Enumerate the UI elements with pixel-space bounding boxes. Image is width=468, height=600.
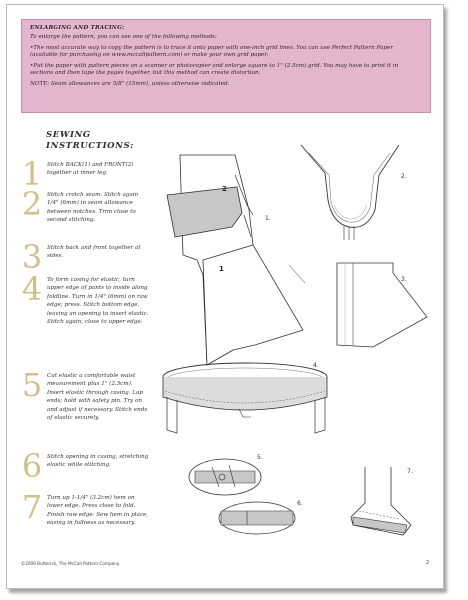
pattern-page <box>6 4 444 589</box>
banner-method-2: •Put the paper with pattern pieces on a scanner or photocopier and enlarge square to 1" (2.5cm) grid. You may have to print it in sections and then tape the pages together, but this method can create distortion. <box>30 63 399 76</box>
figure-4-label: 4. <box>313 362 319 369</box>
figure-1-pants-pieces <box>167 155 305 365</box>
back-leg <box>203 245 303 365</box>
sewing-instructions <box>21 130 156 152</box>
step-text: Stitch back and front together at sides. <box>47 245 141 260</box>
step-number: 5 <box>21 366 43 404</box>
banner-method-1: •The most accurate way to copy the pattern is to trace it onto paper with one-inch grid lines. You can use Perfect Pattern Paper (available for purchasing on www.mccallpattern.com) or make your own grid paper. <box>30 45 393 58</box>
piece-label-2: 2 <box>222 185 227 193</box>
step-text: Turn up 1-1/4" (3.2cm) hem on lower edge. Press close to fold. Finish raw edge. Sew hem in place, easing in fullness as necessary. <box>47 495 149 527</box>
figure-7-label: 7. <box>407 468 413 475</box>
figure-6-label: 6. <box>297 500 303 507</box>
figure-5-elastic <box>189 459 261 495</box>
figure-2-label: 2. <box>401 173 407 180</box>
figure-1-label: 1. <box>265 215 271 222</box>
figure-5-label: 5. <box>257 454 263 461</box>
step-number: 1 <box>21 155 43 193</box>
step-number: 7 <box>21 488 43 526</box>
step-number: 3 <box>21 238 43 276</box>
step-text: Stitch crotch seam. Stitch again 1/4" (6mm) in seam allowance between notches. Trim close to second stitching. <box>47 192 139 224</box>
page-number: 2 <box>426 560 430 566</box>
figure-7-hem <box>351 467 411 535</box>
banner-note: NOTE: Seam allowances are 5/8" (15mm), unless otherwise indicated. <box>30 81 230 87</box>
step-number: 6 <box>21 447 43 485</box>
copyright: ©2009 Butterick, The McCall Pattern Company. <box>21 561 121 566</box>
figure-3-label: 3. <box>401 276 407 283</box>
step-number: 4 <box>21 270 43 308</box>
banner-intro: To enlarge the pattern, you can use one of the following methods: <box>30 34 217 40</box>
step-number: 2 <box>21 185 43 223</box>
step-text: Cut elastic a comfortable waist measurement plus 1" (2.5cm). Insert elastic through casing. Lap ends; hold with safety pin. Try on and adjust if necessary. Stitch ends of elastic securely. <box>47 373 148 422</box>
sewing-title-line-2: INSTRUCTIONS: <box>46 141 135 151</box>
figure-6-opening <box>219 502 295 534</box>
figure-2-crotch-seam <box>301 145 399 240</box>
step-text: Stitch BACK(1) and FRONT(2) together at inner leg. <box>47 162 134 177</box>
figure-3-sides <box>337 263 427 347</box>
banner-title: ENLARGING AND TRACING: <box>30 25 125 31</box>
step-text: To form casing for elastic, turn upper edge of pants to inside along foldline. Turn in 1/4" (6mm) on raw edge; press. Stitch bottom edge, leaving an opening to insert elastic. Stitch again, close to upper edge. <box>47 277 149 326</box>
piece-label-1: 1 <box>219 265 224 273</box>
sewing-title-line-1: SEWING <box>46 130 91 140</box>
step-text: Stitch opening in casing, stretching elastic while stitching. <box>47 454 149 469</box>
figure-4-casing <box>163 363 327 433</box>
